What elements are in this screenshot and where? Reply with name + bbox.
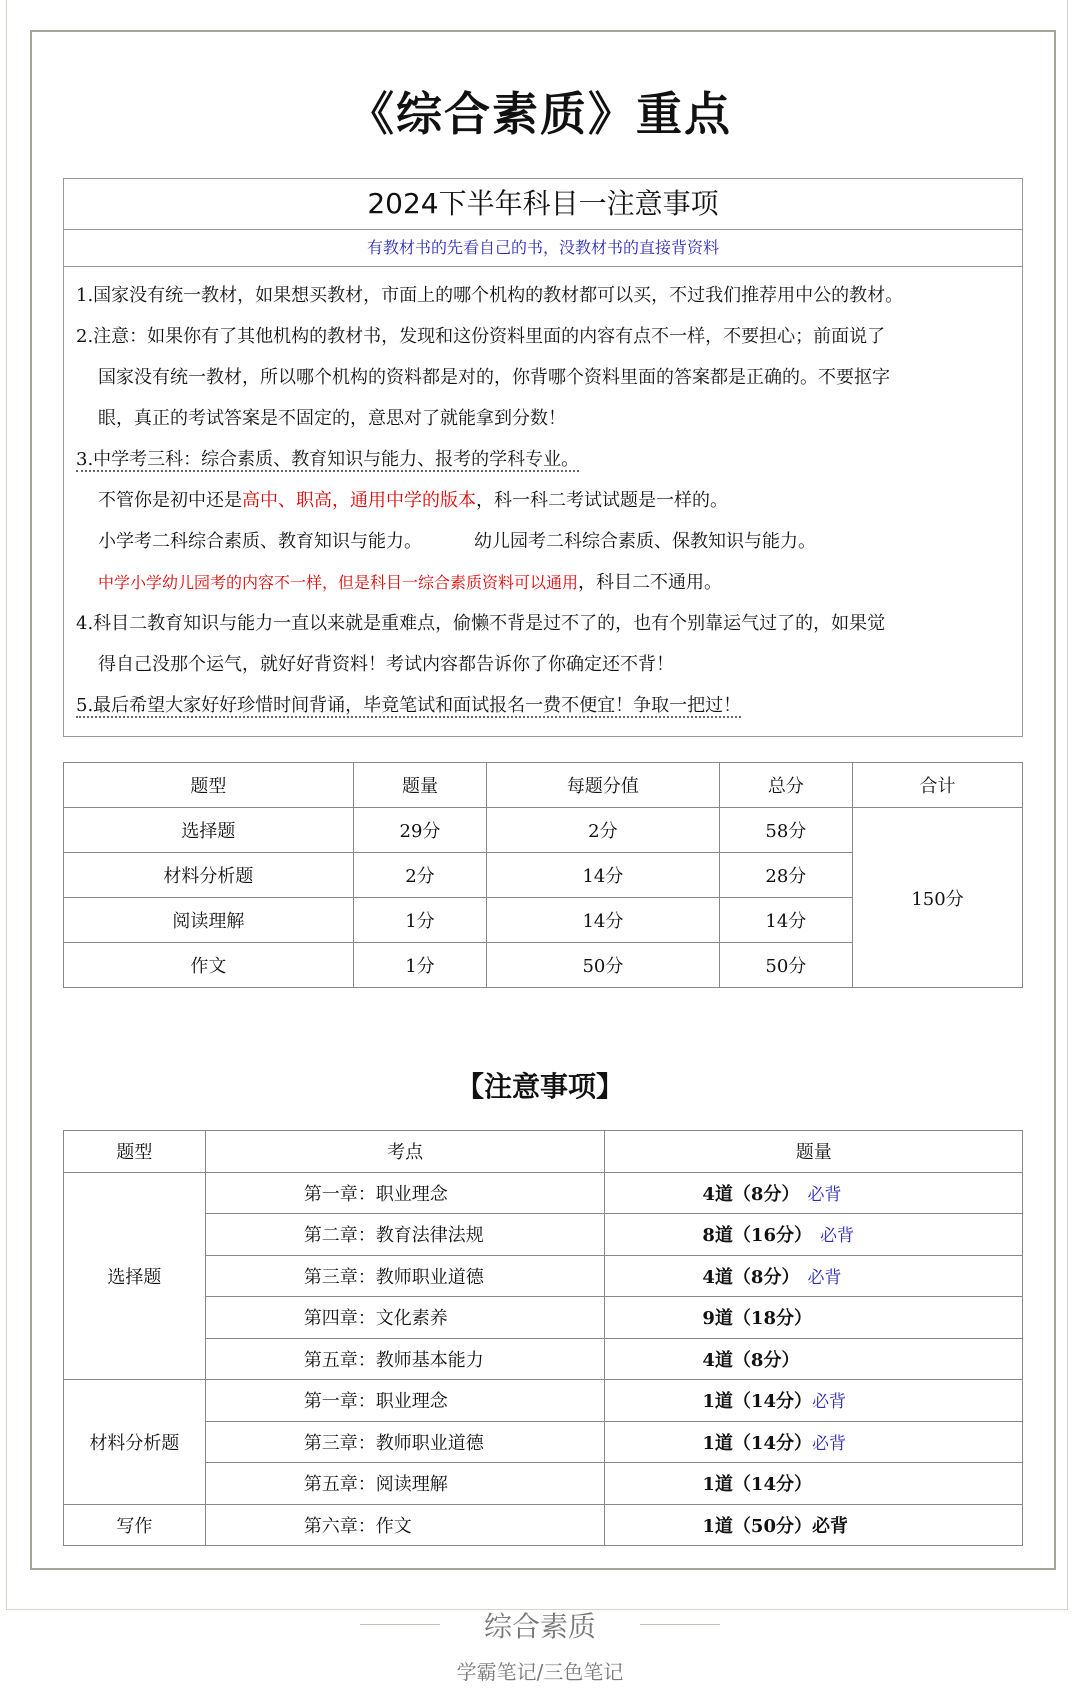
table-row [64, 1172, 1023, 1214]
must-memorize-tag: 必背 [807, 1184, 842, 1205]
table-row [64, 1255, 1023, 1297]
topic-cell: 第三章：教师职业道德 [205, 1255, 605, 1297]
table-header-cell: 总分 [719, 763, 852, 808]
notice-item-3-line-2 [76, 480, 1010, 521]
notice-item-3-line-1 [76, 439, 1010, 480]
count-cell [605, 1297, 1023, 1339]
table-cell: 作文 [64, 943, 354, 988]
count-cell [605, 1380, 1023, 1422]
notice-item-3-line-4 [76, 562, 1010, 603]
table-header-cell: 题型 [64, 1131, 206, 1173]
caption-subtitle: 学霸笔记/三色笔记 [456, 1660, 624, 1684]
notice-item-2-line-1: 2.注意：如果你有了其他机构的教材书，发现和这份资料里面的内容有点不一样，不要担心；前面说了 [76, 326, 886, 347]
table-cell: 14分 [487, 898, 719, 943]
table-cell: 58分 [719, 808, 852, 853]
notice-subtitle: 有教材书的先看自己的书，没教材书的直接背资料 [64, 230, 1022, 267]
topic-cell: 第六章：作文 [205, 1504, 605, 1546]
notice-item-5-text: 5.最后希望大家好好珍惜时间背诵，毕竟笔试和面试报名一费不便宜！争取一把过！ [76, 695, 742, 716]
text-segment: ，科目二不通用。 [578, 572, 723, 593]
highlight-red-text: 中学小学幼儿园考的内容不一样，但是科目一综合素质资料可以通用 [98, 573, 579, 592]
highlight-red-text: 高中、职高，通用中学的版本 [242, 490, 476, 511]
topic-cell: 第五章：阅读理解 [205, 1463, 605, 1505]
table-header-cell: 题量 [605, 1131, 1023, 1173]
notice-item-2-line-2: 国家没有统一教材，所以哪个机构的资料都是对的，你背哪个资料里面的答案都是正确的。不要抠字 [98, 367, 890, 388]
table-cell: 50分 [719, 943, 852, 988]
notice-item-5 [76, 685, 1010, 726]
topic-cell: 第一章：职业理念 [205, 1172, 605, 1214]
detail-table [63, 1130, 1023, 1546]
notice-item-3-line-3 [76, 521, 1010, 562]
must-memorize-tag: 必背 [811, 1433, 846, 1454]
text-segment: ，科一科二考试试题是一样的。 [476, 490, 728, 511]
topic-cell: 第四章：文化素养 [205, 1297, 605, 1339]
count-text: 4道（8分） [702, 1266, 800, 1288]
group-cell-material: 材料分析题 [64, 1380, 206, 1505]
count-cell [605, 1214, 1023, 1256]
table-cell: 2分 [353, 853, 486, 898]
table-cell: 选择题 [64, 808, 354, 853]
topic-cell: 第五章：教师基本能力 [205, 1338, 605, 1380]
section-title: 【注意事项】 [455, 1070, 624, 1103]
count-text: 8道（16分） [702, 1225, 812, 1247]
notice-item-4-line-1: 4.科目二教育知识与能力一直以来就是重难点，偷懒不背是过不了的，也有个别靠运气过了的，如果觉 [76, 613, 886, 634]
count-text: 4道（8分） [702, 1183, 800, 1205]
count-cell [605, 1338, 1023, 1380]
count-text: 1道（14分） [702, 1391, 812, 1413]
table-row [64, 1504, 1023, 1546]
must-memorize-tag: 必背 [811, 1392, 846, 1413]
must-memorize-tag: 必背 [807, 1267, 842, 1288]
count-cell [605, 1504, 1023, 1546]
count-cell [605, 1421, 1023, 1463]
table-row [64, 1214, 1023, 1256]
count-cell [605, 1255, 1023, 1297]
table-cell: 2分 [487, 808, 719, 853]
topic-cell: 第二章：教育法律法规 [205, 1214, 605, 1256]
text-segment: 不管你是初中还是 [98, 490, 242, 511]
count-cell [605, 1463, 1023, 1505]
topic-cell: 第三章：教师职业道德 [205, 1421, 605, 1463]
must-memorize-tag: 必背 [819, 1226, 854, 1247]
table-row [64, 1463, 1023, 1505]
group-cell-writing: 写作 [64, 1504, 206, 1546]
topic-cell: 第一章：职业理念 [205, 1380, 605, 1422]
notice-title: 2024下半年科目一注意事项 [64, 179, 1022, 230]
table-cell: 28分 [719, 853, 852, 898]
table-row [64, 1421, 1023, 1463]
table-header-row [64, 763, 1023, 808]
table-cell: 29分 [353, 808, 486, 853]
notice-item-1: 1.国家没有统一教材，如果想买教材，市面上的哪个机构的教材都可以买，不过我们推荐用中公的教材。 [76, 285, 904, 306]
table-row [64, 1338, 1023, 1380]
table-header-row [64, 1131, 1023, 1173]
table-header-cell: 考点 [205, 1131, 605, 1173]
table-header-cell: 题量 [353, 763, 486, 808]
notice-item-3-heading: 3.中学考三科：综合素质、教育知识与能力、报考的学科专业。 [76, 449, 580, 470]
count-text: 9道（18分） [702, 1308, 812, 1330]
count-text: 4道（8分） [702, 1349, 800, 1371]
group-cell-choice: 选择题 [64, 1172, 206, 1380]
count-text: 1道（50分）必背 [702, 1515, 848, 1537]
score-table [63, 762, 1023, 988]
count-text: 1道（14分） [702, 1474, 812, 1496]
table-cell: 14分 [719, 898, 852, 943]
notice-item-2-line-3: 眼，真正的考试答案是不固定的，意思对了就能拿到分数！ [98, 408, 566, 429]
table-header-cell: 合计 [853, 763, 1023, 808]
text-segment: 幼儿园考二科综合素质、保教知识与能力。 [474, 531, 816, 552]
count-cell [605, 1172, 1023, 1214]
notice-item-4-line-2: 得自己没那个运气，就好好背资料！考试内容都告诉你了你确定还不背！ [98, 654, 674, 675]
notice-box [63, 178, 1023, 737]
table-cell: 14分 [487, 853, 719, 898]
table-row [64, 808, 1023, 853]
caption-title: 综合素质 [483, 1610, 596, 1643]
table-cell: 阅读理解 [64, 898, 354, 943]
table-header-cell: 每题分值 [487, 763, 719, 808]
text-segment: 小学考二科综合素质、教育知识与能力。 [98, 531, 422, 552]
table-cell: 1分 [353, 898, 486, 943]
table-row [64, 1297, 1023, 1339]
notice-body [64, 267, 1022, 736]
total-cell: 150分 [853, 808, 1023, 988]
table-cell: 50分 [487, 943, 719, 988]
table-cell: 材料分析题 [64, 853, 354, 898]
count-text: 1道（14分） [702, 1432, 812, 1454]
page-title: 《综合素质》重点 [348, 87, 732, 141]
table-cell: 1分 [353, 943, 486, 988]
table-header-cell: 题型 [64, 763, 354, 808]
table-row [64, 1380, 1023, 1422]
